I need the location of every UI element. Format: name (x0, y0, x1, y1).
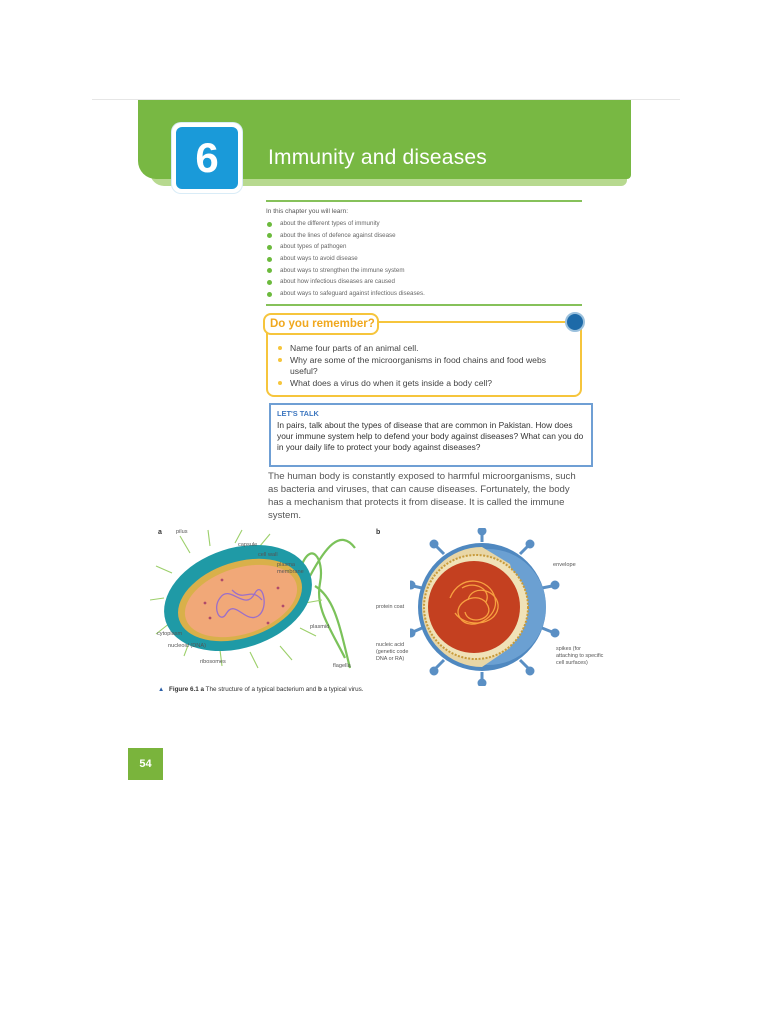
label-cytoplasm: cytoplasm (157, 631, 183, 637)
label-pilus: pilus (176, 529, 188, 535)
learning-objectives (266, 200, 582, 306)
remember-dot-icon (565, 312, 585, 332)
figure-b-letter: b (376, 529, 381, 536)
intro-paragraph: The human body is constantly exposed to harmful microorganisms, such as bacteria and viruses, that can cause diseases. Fortunately, the body has a mechanism that protects it from disease. It is called the immune system. (268, 471, 576, 521)
chapter-title: Immunity and diseases (268, 146, 487, 169)
label-protein-coat: protein coat (376, 604, 405, 610)
list-item: about ways to avoid disease (266, 253, 582, 265)
objectives-intro: In this chapter you will learn: (266, 208, 349, 215)
remember-list (277, 343, 569, 390)
list-item: about types of pathogen (266, 241, 582, 253)
figure-caption (158, 686, 364, 693)
virus-illustration (410, 528, 560, 686)
label-nucleoid: nucleoid (DNA) (168, 643, 206, 649)
list-item: about ways to safeguard against infectious diseases. (266, 288, 582, 300)
chapter-number-badge (172, 123, 242, 193)
lets-talk-text: In pairs, talk about the types of disease that are common in Pakistan. How does your immune system help to defend your body against diseases? What can you do in your daily life to protect your body against diseases? (277, 420, 584, 452)
chapter-number: 6 (176, 127, 238, 189)
virus-core (428, 561, 520, 653)
caption-end: a typical virus. (323, 686, 364, 693)
remember-title: Do you remember? (270, 318, 375, 330)
bacterium-flagella (300, 540, 355, 668)
label-envelope: envelope (553, 562, 576, 568)
lets-talk-title: LET'S TALK (277, 409, 319, 418)
figure-a-letter: a (158, 529, 162, 536)
caption-a: a (200, 686, 204, 693)
label-capsule: capsule (238, 542, 258, 548)
lets-talk-box (269, 403, 593, 467)
caption-triangle-icon: ▲ (158, 686, 165, 693)
label-ribosomes: ribosomes (200, 659, 226, 665)
remember-title-tab (263, 313, 379, 335)
list-item: about how infectious diseases are caused (266, 276, 582, 288)
objectives-list (266, 218, 582, 300)
label-flagella: flagella (333, 663, 351, 669)
label-plasma-membrane: plasma membrane (277, 562, 304, 575)
caption-figure-label: Figure 6.1 (168, 686, 199, 693)
caption-mid: The structure of a typical bacterium and (205, 686, 317, 693)
label-plasmid: plasmid (310, 624, 330, 630)
objectives-top-rule (266, 200, 582, 202)
caption-b: b (318, 686, 322, 693)
page-number: 54 (128, 748, 163, 780)
list-item: about the different types of immunity (266, 218, 582, 230)
list-item: about the lines of defence against disease (266, 230, 582, 242)
do-you-remember-box (263, 313, 581, 394)
objectives-bottom-rule (266, 304, 582, 306)
list-item: What does a virus do when it gets inside a body cell? (277, 378, 569, 389)
list-item: about ways to strengthen the immune system (266, 265, 582, 277)
label-nucleic-acid: nucleic acid (genetic code DNA or RA) (376, 642, 409, 663)
list-item: Why are some of the microorganisms in food chains and food webs useful? (277, 355, 569, 377)
label-cell-wall: cell wall (258, 552, 278, 558)
label-spikes: spikes (for attaching to specific cell surfaces) (556, 646, 604, 667)
list-item: Name four parts of an animal cell. (277, 343, 569, 354)
